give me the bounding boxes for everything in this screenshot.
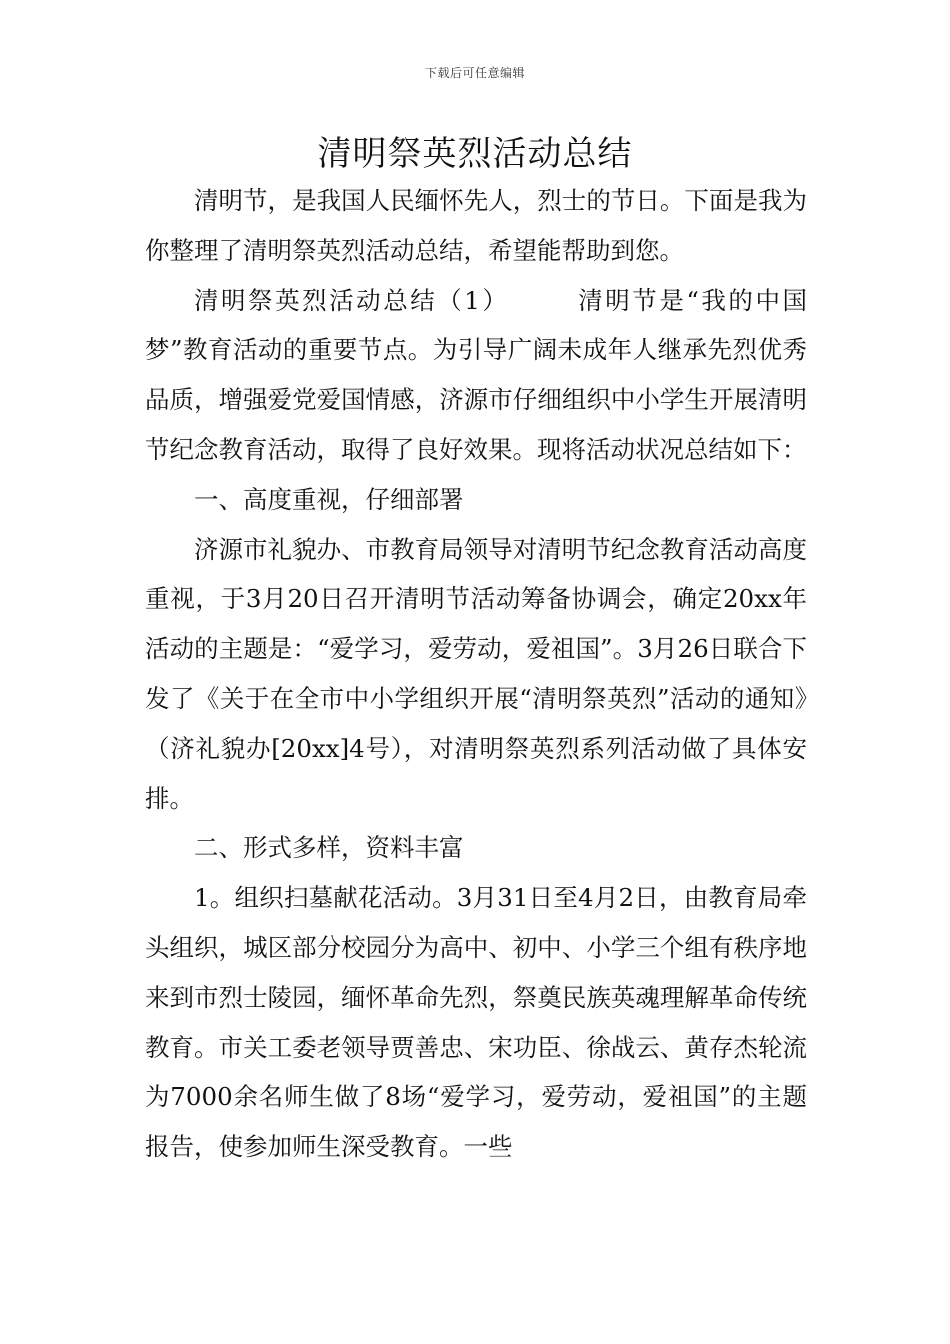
section-heading-1: 一、高度重视，仔细部署 [194,484,464,514]
section-1-paragraph: 济源市礼貌办、市教育局领导对清明节纪念教育活动高度重视，于3月20日召开清明节活动筹备协调会，确定20xx年活动的主题是：“爱学习，爱劳动，爱祖国”。3月26日联合下发了《关于在全市中小学组织开展“清明祭英烈”活动的通知》（济礼貌办[20xx]4号），对清明祭英烈系列活动做了具体安排。 [145,534,807,813]
download-note: 下载后可任意编辑 [424,66,525,80]
section-heading-2: 二、形式多样，资料丰富 [194,833,464,863]
intro-paragraph: 清明节，是我国人民缅怀先人，烈士的节日。下面是我为你整理了清明祭英烈活动总结，希望能帮助到您。 [145,186,807,265]
document-title: 清明祭英烈活动总结 [317,134,633,174]
summary-paragraph-1: 清明祭英烈活动总结（1） 清明节是“我的中国梦”教育活动的重要节点。为引导广阔未成年人继承先烈优秀品质，增强爱党爱国情感，济源市仔细组织中小学生开展清明节纪念教育活动，取得了良好效果。现将活动状况总结如下： [145,285,807,464]
section-2-paragraph: 1。组织扫墓献花活动。3月31日至4月2日，由教育局牵头组织，城区部分校园分为高中、初中、小学三个组有秩序地来到市烈士陵园，缅怀革命先烈，祭奠民族英魂理解革命传统教育。市关工委老领导贾善忠、宋功臣、徐战云、黄存杰轮流为7000余名师生做了8场“爱学习，爱劳动，爱祖国”的主题报告，使参加师生深受教育。一些 [145,883,807,1162]
document-body [145,176,807,1172]
